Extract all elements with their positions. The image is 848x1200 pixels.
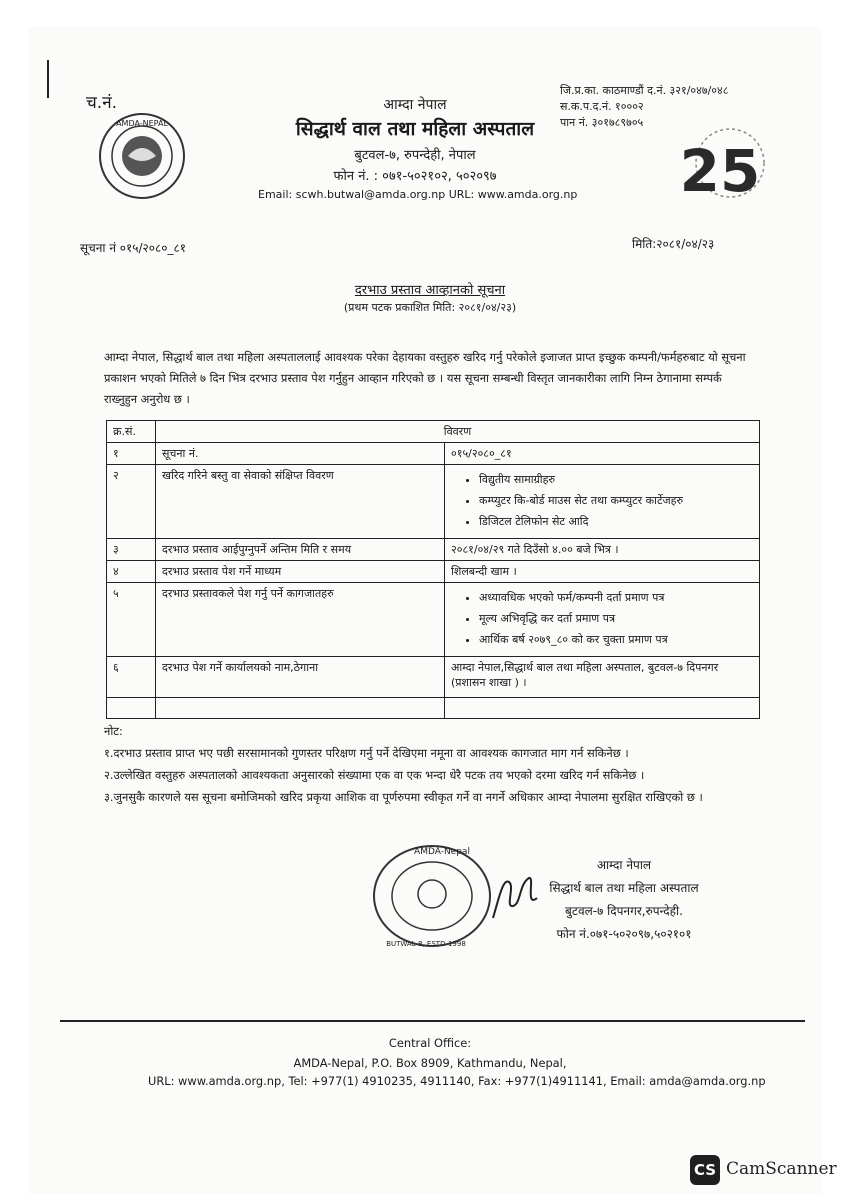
notice-number: सूचना नं ०१५/२०८०_८१ bbox=[80, 241, 186, 255]
notes-section bbox=[104, 720, 764, 808]
row-label: खरिद गरिने बस्तु वा सेवाको संक्षिप्त विवरण bbox=[156, 465, 445, 539]
row-value: शिलबन्दी खाम । bbox=[445, 561, 760, 583]
note-item: १.दरभाउ प्रस्ताव प्राप्त भए पछी सरसामानको गुणस्तर परिक्षण गर्नु पर्ने देखिएमा नमूना वा आवश्यक कागजात माग गर्न सकिनेछ । bbox=[104, 746, 629, 760]
hospital-stamp-icon bbox=[370, 842, 500, 950]
registration-line-3: पान नं. ३०१७८९७०५ bbox=[560, 116, 644, 129]
table-row bbox=[107, 583, 760, 657]
row-label: दरभाउ पेश गर्ने कार्यालयको नाम,ठेगाना bbox=[156, 657, 445, 698]
footer-divider bbox=[60, 1020, 805, 1022]
anniversary-logo-icon bbox=[680, 125, 770, 203]
sign-hospital: सिद्धार्थ बाल तथा महिला अस्पताल bbox=[549, 881, 699, 895]
notes-label: नोट: bbox=[104, 724, 123, 738]
margin-mark bbox=[47, 60, 49, 98]
row-sn: ४ bbox=[107, 561, 156, 583]
org-name: आम्दा नेपाल bbox=[383, 97, 447, 113]
sign-address: बुटवल-७ दिपनगर,रुपन्देही. bbox=[565, 904, 683, 918]
ch-no-label: च.नं. bbox=[86, 93, 118, 113]
row-value bbox=[445, 583, 760, 657]
table-row bbox=[107, 657, 760, 698]
notice-title: दरभाउ प्रस्ताव आव्हानको सूचना bbox=[354, 283, 506, 298]
camscanner-icon: CS bbox=[690, 1155, 720, 1185]
hospital-address: बुटवल-७, रुपन्देही, नेपाल bbox=[354, 148, 476, 163]
registration-line-1: जि.प्र.का. काठमाण्डौं द.नं. ३२१/०४७/०४८ bbox=[560, 84, 729, 97]
header-sn: क्र.सं. bbox=[107, 421, 156, 443]
row-sn: १ bbox=[107, 443, 156, 465]
row-label: दरभाउ प्रस्ताव आईपुग्नुपर्ने अन्तिम मिति र समय bbox=[156, 539, 445, 561]
anniversary-number: 25 bbox=[680, 137, 761, 203]
sign-phone: फोन नं.०७१-५०२०९७,५०२१०१ bbox=[556, 927, 692, 941]
list-item: • आर्थिक बर्ष २०७९_८० को कर चुक्ता प्रमाण पत्र bbox=[479, 632, 753, 647]
footer-heading: Central Office: bbox=[388, 1036, 472, 1050]
row-label: दरभाउ प्रस्ताव पेश गर्ने माध्यम bbox=[156, 561, 445, 583]
details-table bbox=[106, 420, 760, 719]
note-item: ३.जुनसुकै कारणले यस सूचना बमोजिमको खरिद प्रकृया आशिक वा पूर्णरुपमा स्वीकृत गर्ने वा नगर्ने अधिकार आम्दा नेपालमा सुरक्षित राखिएको छ । bbox=[104, 790, 703, 804]
row-value bbox=[445, 465, 760, 539]
row-sn: ६ bbox=[107, 657, 156, 698]
sign-org: आम्दा नेपाल bbox=[596, 858, 652, 872]
row-sn: ३ bbox=[107, 539, 156, 561]
row-sn: ५ bbox=[107, 583, 156, 657]
list-item: • अध्यावधिक भएको फर्म/कम्पनी दर्ता प्रमाण पत्र bbox=[479, 590, 753, 605]
row-value: २०८१/०४/२९ गते दिउँसो ४.०० बजे भित्र । bbox=[445, 539, 760, 561]
row-label: सूचना नं. bbox=[156, 443, 445, 465]
row-value: ०१५/२०८०_८१ bbox=[445, 443, 760, 465]
list-item: • कम्प्युटर कि-बोर्ड माउस सेट तथा कम्प्युटर कार्टेजहरु bbox=[479, 493, 753, 508]
svg-text:AMDA-NEPAL: AMDA-NEPAL bbox=[116, 119, 168, 128]
hospital-phone: फोन नं. : ०७१-५०२१०२, ५०२०९७ bbox=[333, 169, 497, 184]
camscanner-watermark bbox=[690, 1155, 837, 1183]
signature-block bbox=[534, 854, 714, 946]
row-sn: २ bbox=[107, 465, 156, 539]
intro-paragraph: आम्दा नेपाल, सिद्धार्थ बाल तथा महिला अस्पताललाई आवश्यक परेका देहायका वस्तुहरु खरिद गर्नु परेकोले इजाजत प्राप्त इच्छुक कम्पनी/फर्महरुबाट यो सूचना प्रकाशन भएको मितिले ७ दिन भित्र दरभाउ प्रस्ताव पेश गर्नुहुन आव्हान गरिएको छ । यस सूचना सम्बन्धी विस्तृत जानकारीका लागि निम्न ठेगानामा सम्पर्क राख्नुहुन अनुरोध छ । bbox=[104, 350, 746, 406]
row-value: आम्दा नेपाल,सिद्धार्थ बाल तथा महिला अस्पताल, बुटवल-७ दिपनगर (प्रशासन शाखा ) । bbox=[445, 657, 760, 698]
list-item: • डिजिटल टेलिफोन सेट आदि bbox=[479, 514, 753, 529]
list-item: • विद्युतीय सामाग्रीहरु bbox=[479, 472, 753, 487]
notice-date: मिति:२०८१/०४/२३ bbox=[632, 237, 715, 251]
row-label: दरभाउ प्रस्तावकले पेश गर्नु पर्ने कागजातहरु bbox=[156, 583, 445, 657]
camscanner-label: CamScanner bbox=[726, 1159, 837, 1179]
footer-address: AMDA-Nepal, P.O. Box 8909, Kathmandu, Nepal, bbox=[293, 1056, 567, 1070]
table-row bbox=[107, 561, 760, 583]
amda-logo-icon bbox=[98, 112, 186, 200]
table-header-row bbox=[107, 421, 760, 443]
table-row bbox=[107, 465, 760, 539]
svg-text:BUTWAL-8, ESTD-1998: BUTWAL-8, ESTD-1998 bbox=[386, 940, 466, 948]
hospital-name: सिद्धार्थ वाल तथा महिला अस्पताल bbox=[295, 118, 535, 140]
list-item: • मूल्य अभिवृद्धि कर दर्ता प्रमाण पत्र bbox=[479, 611, 753, 626]
footer-contact: URL: www.amda.org.np, Tel: +977(1) 4910235, 4911140, Fax: +977(1)4911141, Email: amda@amda.org.np bbox=[148, 1074, 766, 1088]
registration-line-2: स.क.प.द.नं. १०००२ bbox=[560, 100, 644, 113]
notice-subtitle: (प्रथम पटक प्रकाशित मिति: २०८१/०४/२३) bbox=[343, 301, 517, 314]
table-row bbox=[107, 443, 760, 465]
header-desc: विवरण bbox=[156, 421, 760, 443]
svg-text:AMDA-Nepal: AMDA-Nepal bbox=[414, 847, 470, 857]
table-row bbox=[107, 539, 760, 561]
note-item: २.उल्लेखित वस्तुहरु अस्पतालको आवश्यकता अनुसारको संख्यामा एक वा एक भन्दा धेरै पटक तय भएको दरमा खरिद गर्न सकिनेछ । bbox=[104, 768, 645, 782]
table-row-empty bbox=[107, 698, 760, 719]
hospital-contact: Email: scwh.butwal@amda.org.np URL: www.amda.org.np bbox=[258, 188, 578, 201]
